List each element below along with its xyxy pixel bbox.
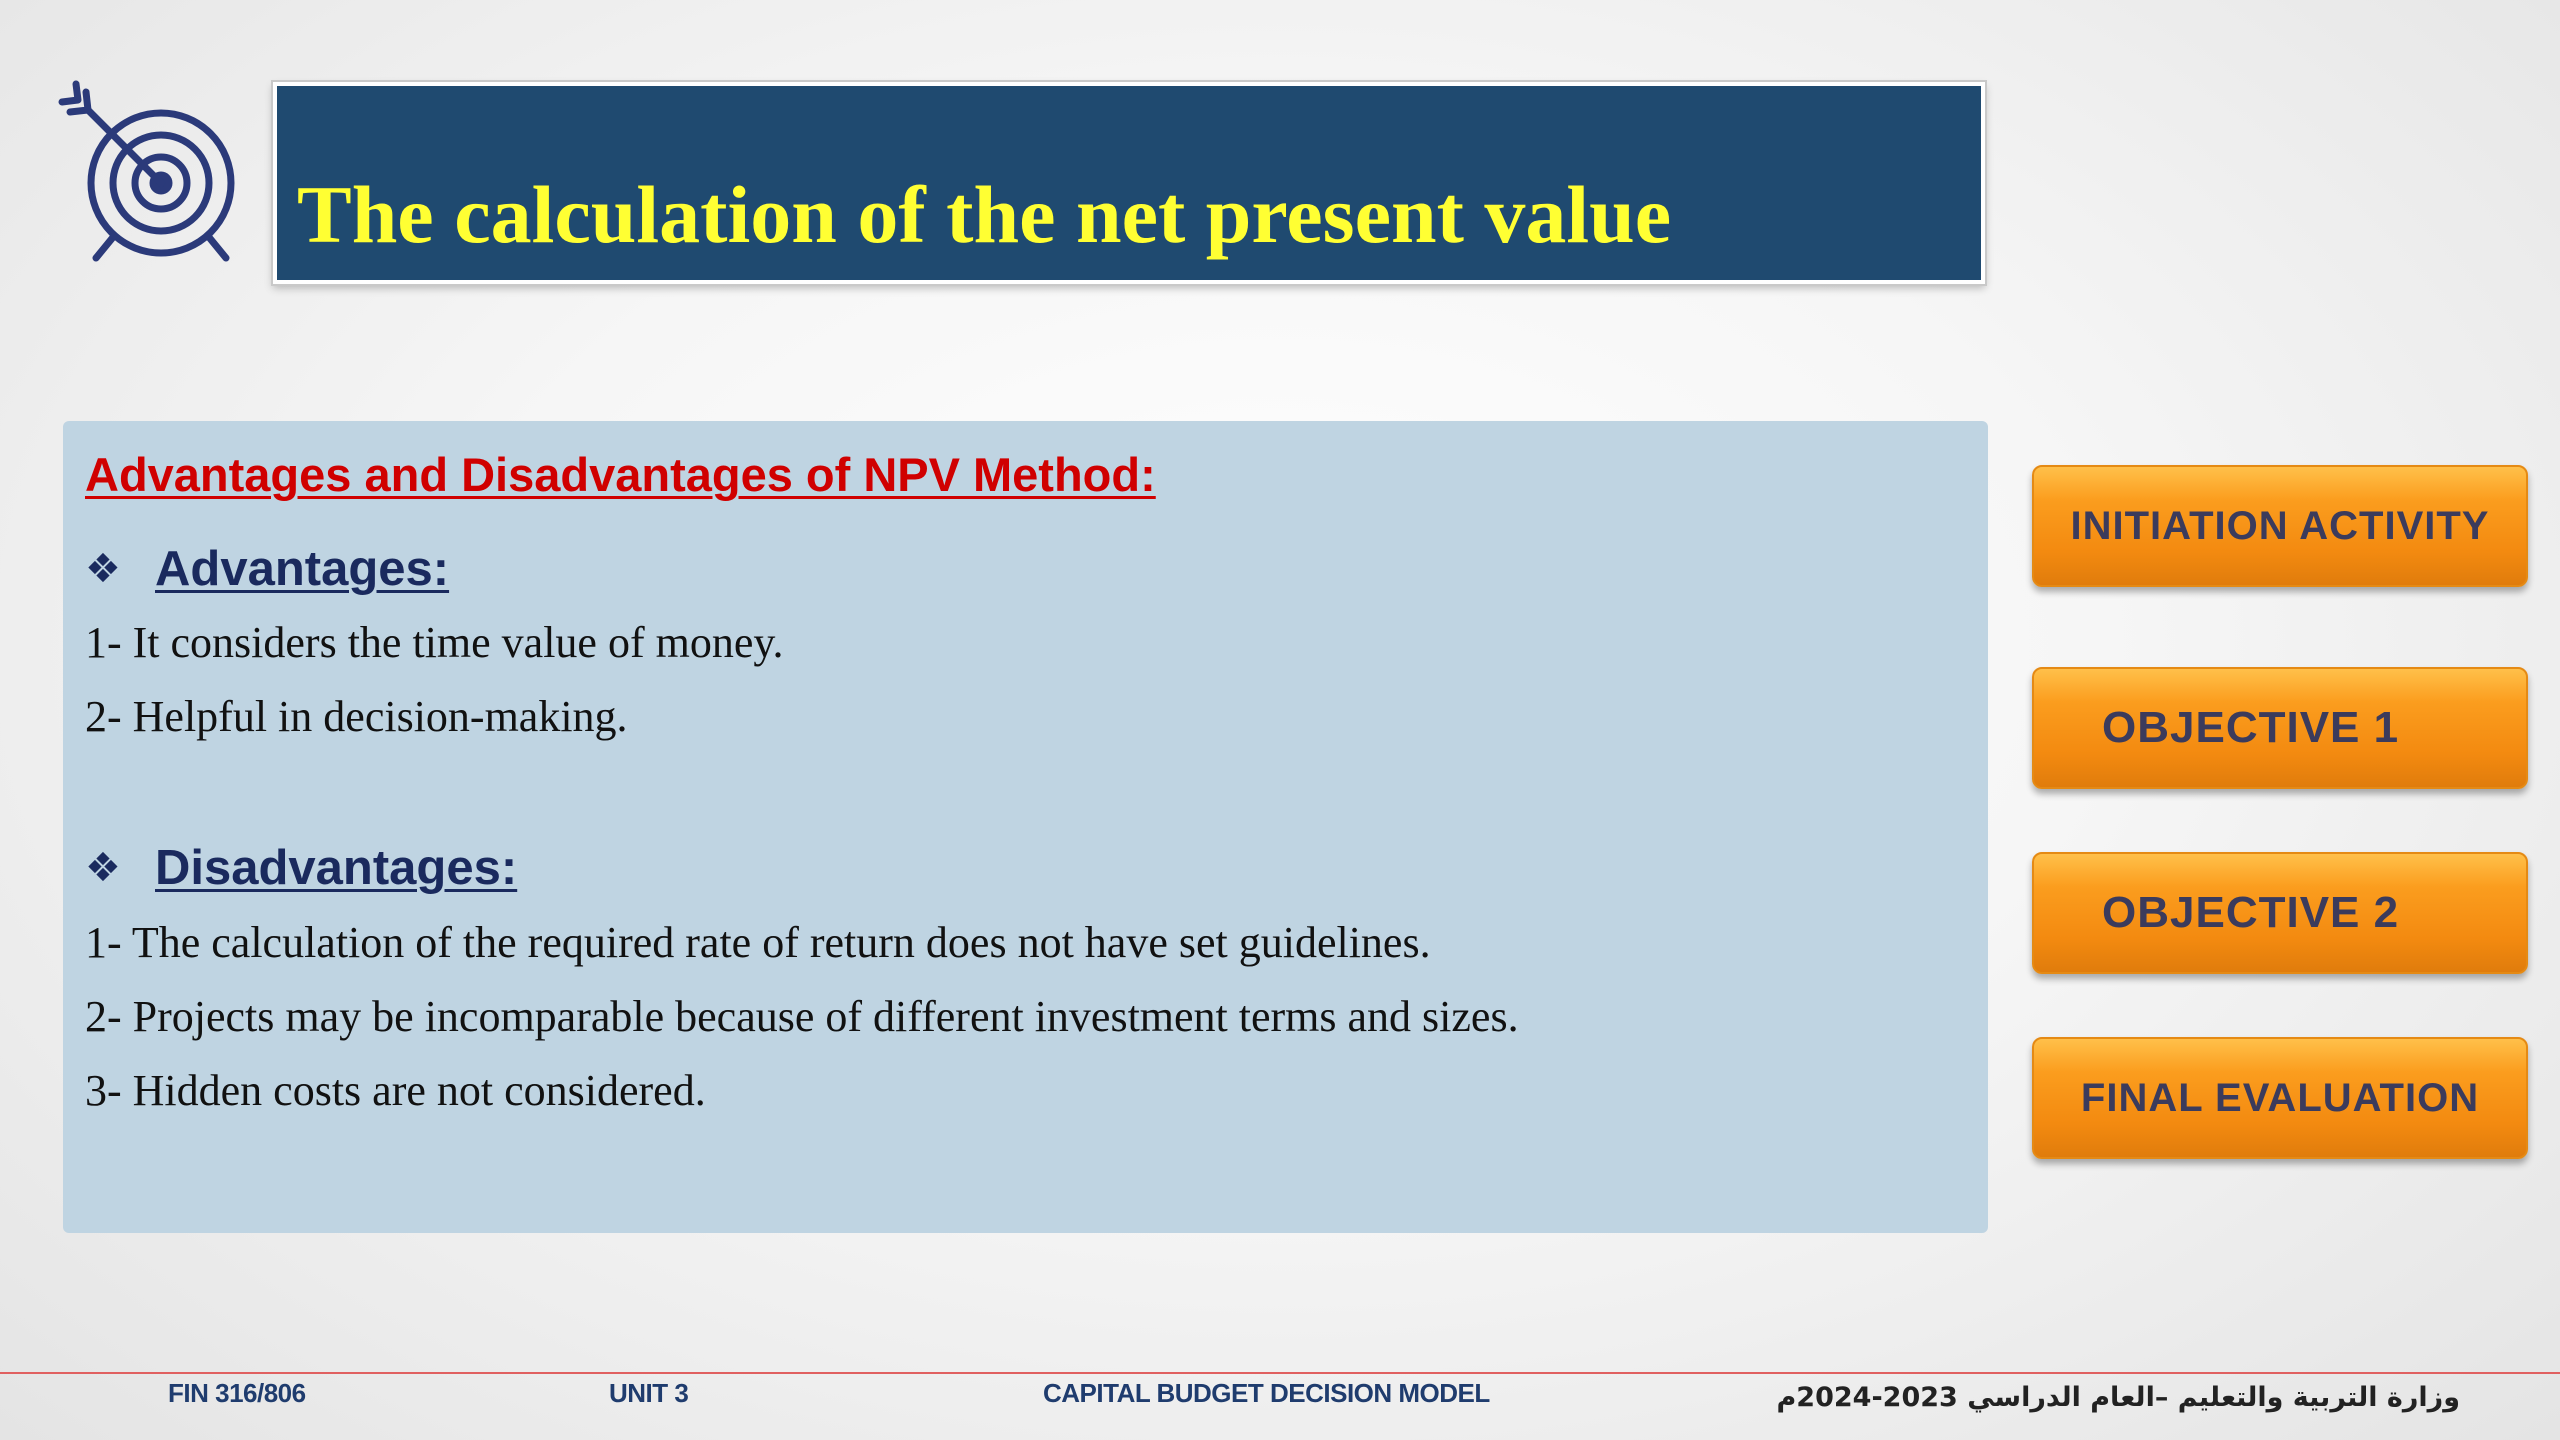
diamond-bullet-icon: ❖ xyxy=(85,546,121,592)
diamond-bullet-icon: ❖ xyxy=(85,845,121,891)
footer-course-code: FIN 316/806 xyxy=(168,1378,306,1408)
initiation-activity-button[interactable]: INITIATION ACTIVITY xyxy=(2032,465,2528,587)
footer-topic: CAPITAL BUDGET DECISION MODEL xyxy=(1043,1378,1490,1408)
objective-2-button[interactable]: OBJECTIVE 2 xyxy=(2032,852,2528,974)
disadvantages-heading xyxy=(85,840,517,896)
disadvantages-label: Disadvantages: xyxy=(155,841,518,895)
footer-divider xyxy=(0,1372,2560,1374)
target-arrow-icon xyxy=(56,78,246,268)
footer-unit: UNIT 3 xyxy=(609,1378,689,1408)
advantages-label: Advantages: xyxy=(155,542,450,596)
advantage-item: 1- It considers the time value of money. xyxy=(85,618,784,667)
content-panel xyxy=(63,421,1988,1233)
page-title: The calculation of the net present value xyxy=(297,169,1672,260)
disadvantage-item: 2- Projects may be incomparable because of different investment terms and sizes. xyxy=(85,992,1519,1041)
advantages-heading xyxy=(85,541,449,597)
title-bar xyxy=(273,82,1985,284)
final-evaluation-button[interactable]: FINAL EVALUATION xyxy=(2032,1037,2528,1159)
disadvantage-item: 1- The calculation of the required rate of return does not have set guidelines. xyxy=(85,918,1431,967)
section-heading: Advantages and Disadvantages of NPV Method: xyxy=(85,448,1156,501)
advantage-item: 2- Helpful in decision-making. xyxy=(85,692,628,741)
footer-ministry: وزارة التربية والتعليم –العام الدراسي 2023-2024م xyxy=(1776,1382,2460,1413)
disadvantage-item: 3- Hidden costs are not considered. xyxy=(85,1066,706,1115)
objective-1-button[interactable]: OBJECTIVE 1 xyxy=(2032,667,2528,789)
